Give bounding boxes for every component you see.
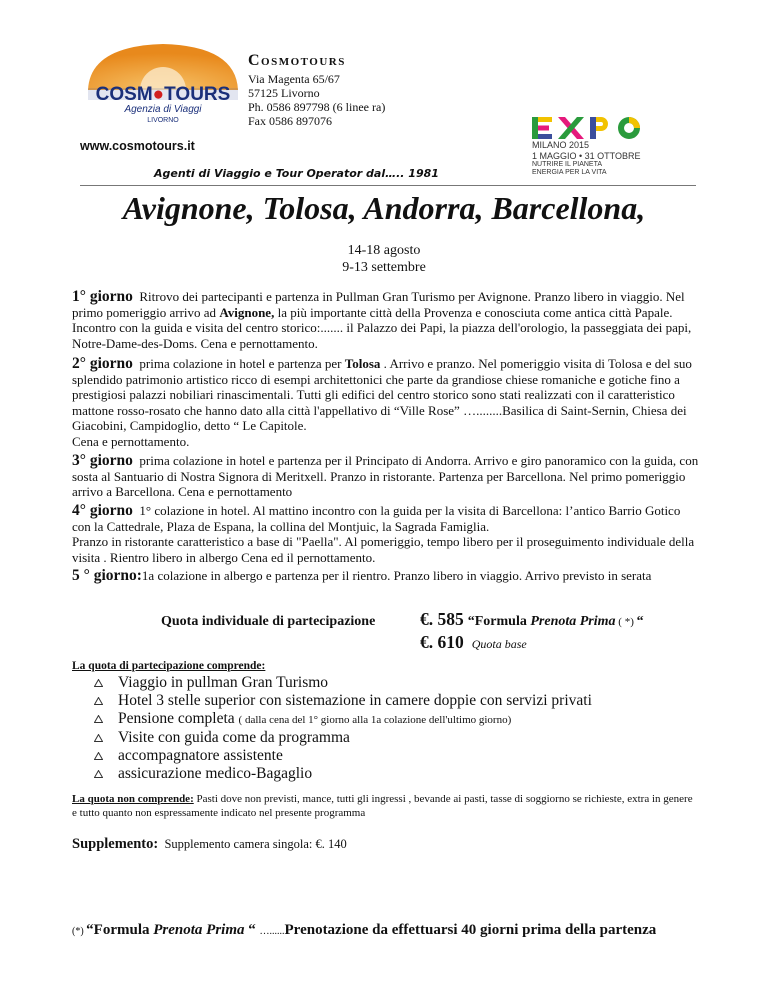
list-item: Visite con guida come da programma (94, 729, 592, 747)
day-label: 4° giorno (72, 502, 133, 519)
supplement-label: Supplemento: (72, 836, 159, 852)
expo-motto: ENERGIA PER LA VITA (532, 169, 607, 176)
fax-line: Fax 0586 897076 (248, 114, 332, 128)
supplement-line: Supplemento: Supplemento camera singola: €. 140 (72, 836, 347, 852)
list-item: Viaggio in pullman Gran Turismo (94, 674, 592, 692)
day-1-paragraph: 1° giorno Ritrovo dei partecipanti e partenza in Pullman Gran Turismo per Avignone. Pranzo libero in viaggio. Nel primo pomeriggio arrivo ad Avignone, la più importante città della Provenza e conosciuta come antica città Papale. Incontro con la guida e visita del centro storico:....... il Palazzo dei Papi, la piazza dell'orologio, la passeggiata dei papi, Notre-Dame-des-Doms. Cena e pernottamento. (72, 288, 692, 351)
triangle-bullet-icon (94, 770, 103, 778)
includes-heading: La quota di partecipazione comprende: (72, 660, 266, 672)
logo-o-mark: ● (152, 84, 165, 105)
triangle-bullet-icon (94, 734, 103, 742)
expo-2015-logo (532, 117, 682, 179)
expo-motto: NUTRIRE IL PIANETA (532, 161, 603, 168)
phone-line: Ph. 0586 897798 (6 linee ra) (248, 100, 386, 114)
logo-word-right: TOURS (164, 84, 231, 105)
day-label: 1° giorno (72, 288, 133, 305)
price-amount: €. 585 (420, 609, 464, 629)
logo-city: LIVORNO (147, 117, 179, 124)
expo-dates: 1 MAGGIO • 31 OTTOBRE (532, 151, 641, 161)
price-row-prenota-prima: €. 585 “Formula Prenota Prima ( *) “ (420, 609, 644, 629)
day-label: 5 ° giorno: (72, 567, 142, 584)
brand-title: Cosmotours (248, 52, 346, 69)
logo-word-left: COSM (95, 84, 153, 105)
cosmotours-logo (80, 40, 246, 130)
address-line: Via Magenta 65/67 (248, 72, 340, 86)
triangle-bullet-icon (94, 715, 103, 723)
svg-text:COSM●TOURS (96, 84, 231, 105)
expo-city: MILANO 2015 (532, 140, 590, 150)
website-link[interactable]: www.cosmotours.it (80, 139, 195, 153)
tour-date: 9-13 settembre (342, 260, 426, 275)
price-label: Quota individuale di partecipazione (161, 614, 376, 629)
excludes-paragraph: La quota non comprende: Pasti dove non previsti, mance, tutti gli ingressi , bevande ai pasti, tasse di soggiorno se richieste, extra in genere e tutto quanto non espressamente indicato nel presente programma (72, 793, 693, 819)
triangle-bullet-icon (94, 679, 103, 687)
list-item: Pensione completa ( dalla cena del 1° giorno alla 1a colazione dell'ultimo giorno) (94, 710, 592, 729)
includes-list (94, 674, 592, 783)
price-amount: €. 610 (420, 632, 464, 652)
triangle-bullet-icon (94, 697, 103, 705)
slogan: Agenti di Viaggio e Tour Operator dal….. 1981 (154, 167, 439, 180)
tour-date: 14-18 agosto (347, 243, 421, 258)
excludes-heading: La quota non comprende: (72, 793, 194, 805)
page-title: Avignone, Tolosa, Andorra, Barcellona, (122, 190, 646, 226)
day-3-paragraph: 3° giorno prima colazione in hotel e partenza per il Principato di Andorra. Arrivo e giro panoramico con la guida, con sosta al Santuario di Nostra Signora di Meritxell. Pranzo in ristorante. Partenza per Barcellona. Nel primo pomeriggio arrivo a Barcellona. Cena e pernottamento (72, 452, 699, 499)
list-item: assicurazione medico-Bagaglio (94, 765, 592, 783)
price-row-base: €. 610 Quota base (420, 632, 527, 652)
day-2-paragraph: 2° giorno prima colazione in hotel e partenza per Tolosa . Arrivo e pranzo. Nel pomeriggio visita di Tolosa e del suo splendido patrimonio artistico ricco di esempi architettonici che parte da grandiose chiese romaniche e gotiche fino a prestigiosi palazzi nobiliari rinascimentali. Tutti gli edifici del centro storico sono stati realizzati con il caratteristico mattone rosso-rosato che hanno dato alla città l'appellativo di “Ville Rose” …........Basilica di Saint-Sernin, Chiesa dei Giacobini, Campidoglio, detto “ Le Capitole. Cena e pernottamento. (72, 355, 692, 449)
day-5-paragraph: 5 ° giorno:1a colazione in albergo e partenza per il rientro. Pranzo libero in viaggio. Arrivo previsto in serata (72, 567, 652, 584)
day-4-paragraph: 4° giorno 1° colazione in hotel. Al mattino incontro con la guida per la visita di Barcellona: l’antico Barrio Gotico con la Cattedrale, Plaza de Espana, la collina del Montjuic, la Sagrada Famiglia. Pranzo in ristorante caratteristico a base di "Paella". Al pomeriggio, tempo libero per il proseguimento individuale della visita . Rientro libero in albergo Cena ed il pernottamento. (72, 502, 695, 565)
day-label: 2° giorno (72, 355, 133, 372)
triangle-bullet-icon (94, 752, 103, 760)
list-item: accompagnatore assistente (94, 747, 592, 765)
footer-note: (*) “Formula Prenota Prima “ …......Prenotazione da effettuarsi 40 giorni prima della partenza (72, 922, 657, 938)
logo-subtitle: Agenzia di Viaggi (124, 104, 202, 115)
list-item: Hotel 3 stelle superior con sistemazione in camere doppie con servizi privati (94, 692, 592, 710)
day-label: 3° giorno (72, 452, 133, 469)
address-line: 57125 Livorno (248, 86, 320, 100)
header-divider (80, 185, 696, 186)
expo-wordmark-icon (532, 117, 642, 139)
